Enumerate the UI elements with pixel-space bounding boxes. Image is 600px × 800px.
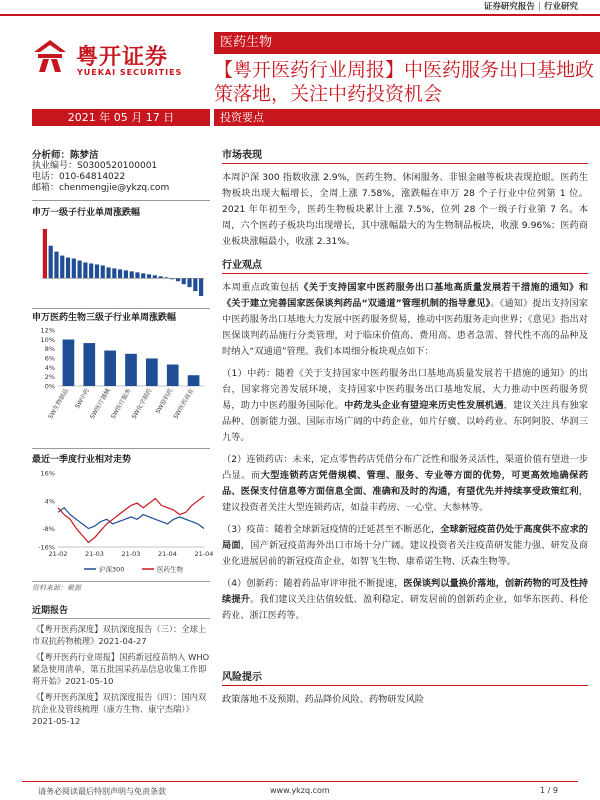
header-divider xyxy=(0,14,600,16)
chart2-ytick-label: 12% xyxy=(40,326,55,335)
intro-bold-text: 《关于支持国家中医药服务出口基地高质量发展若干措施的通知》和《关于建立完善国家医保谈判药品“双通道”管理机制的指导意见》 xyxy=(222,282,589,309)
innovative-text-end: 。我们建议关注估值较低、盈利稳定、研发居前的创新药企业，如华东医药、科伦药业、浙江医药等。 xyxy=(222,594,589,621)
view-innovative-drugs xyxy=(222,576,588,624)
chart2-ytick-label: 8% xyxy=(44,345,55,354)
chart2-category-label: SW医药商业 xyxy=(172,387,196,421)
report-type: 行业研究 xyxy=(543,2,578,12)
logo-english-text: YUEKAI SECURITIES xyxy=(77,68,183,77)
chart1-bar xyxy=(43,229,47,278)
footer-divider xyxy=(22,781,578,782)
risk-heading: 风险提示 xyxy=(222,668,588,686)
footer-website[interactable]: www.ykzq.com xyxy=(270,786,330,795)
chart3-legend-label: 医药生物 xyxy=(157,565,183,574)
market-heading: 市场表现 xyxy=(222,146,588,164)
chart2-title: 申万医药生物三级子行业单周涨跌幅 xyxy=(32,313,177,323)
chart1-bar xyxy=(124,270,128,278)
chart1-bar xyxy=(193,278,197,291)
tcm-text: （1）中药：随着《关于支持国家中医药服务出口基地高质量发展若干措施的通知》的出台，国家将完善发展环境，支持国家中医药服务出口基地发展，大力推动中医药服务贸易，助力中医药服务国际化。 xyxy=(222,368,588,411)
risk-section xyxy=(222,668,588,708)
chart2-bar xyxy=(104,351,116,386)
analyst-phone: 电话：010-64814022 xyxy=(32,172,126,182)
chart1-bar xyxy=(153,275,157,278)
chart1-bar xyxy=(83,262,87,278)
tcm-bold-text: 中药龙头企业有望迎来历史性发展机遇 xyxy=(344,400,504,411)
chart1-bar xyxy=(130,271,134,278)
recent-reports-title: 近期报告 xyxy=(32,603,210,619)
recent-reports-list xyxy=(32,623,210,727)
chart2-ytick-label: 6% xyxy=(44,354,55,363)
sector-label: 医药生物 xyxy=(214,32,600,54)
chart1-title: 申万一级子行业单周涨跌幅 xyxy=(32,208,141,218)
chart2-ytick-label: 10% xyxy=(40,335,55,344)
recent-report-item[interactable]: 《【粤开医药深度】双抗深度报告（三）：全球上市双抗药物梳理》2021-04-27 xyxy=(32,624,207,646)
chart2-ytick-label: 0% xyxy=(44,382,55,391)
vaccine-bold-text: 全球新冠疫苗仍处于高度供不应求的局面 xyxy=(222,524,588,551)
chart2-category-label: SW医疗器械 xyxy=(88,387,112,421)
chart1-bar xyxy=(72,259,76,279)
chart1-bar xyxy=(141,273,145,278)
chart3-ytick-label: -8% xyxy=(42,525,55,533)
left-column xyxy=(32,150,214,727)
chart1-bar xyxy=(54,252,58,279)
chart2-bar xyxy=(83,343,95,386)
header-category: 证券研究报告 | 行业研究 xyxy=(483,2,578,12)
vaccine-text-end: ，国产新冠疫苗海外出口市场十分广阔。建议投资者关注疫苗研发能力强、研发及商业化进展居前的新冠疫苗企业，如智飞生物、康希诺生物、沃森生物等。 xyxy=(222,540,588,567)
chart3-xtick-label: 21-02 xyxy=(48,550,68,558)
footer-disclaimer: 请务必阅读最后特别声明与免责条款 xyxy=(38,787,166,796)
industry-heading: 行业观点 xyxy=(222,256,588,274)
chart1-bar xyxy=(78,261,82,279)
chart1-bar xyxy=(95,264,99,278)
report-date: 2021 年 05 月 17 日 xyxy=(32,109,210,126)
footer-page-number: 1 / 9 xyxy=(540,786,558,795)
analyst-email[interactable]: 邮箱：chenmengjie@ykzq.com xyxy=(32,183,170,193)
recent-report-item[interactable]: 《【粤开医药行业周报】国药新冠疫苗纳入 WHO 紧急使用清单，第五批国采药品信息收集工作即将开始》2021-05-10 xyxy=(32,652,210,686)
industry-section xyxy=(222,256,588,624)
chart3-legend-label: 沪深300 xyxy=(99,565,125,574)
chart1-bar xyxy=(106,267,110,278)
chart3-xtick-label: 21-04 xyxy=(194,550,214,558)
chart2-category-label: SW原料药 xyxy=(154,387,175,416)
chart1-bar xyxy=(60,256,64,279)
divider xyxy=(32,448,210,449)
report-category: 证券研究报告 xyxy=(483,2,535,12)
vaccine-text: （3）疫苗：随着全球新冠疫情的迁延甚至不断恶化， xyxy=(222,524,441,535)
chart1-bar xyxy=(147,274,151,278)
chart3-ytick-label: -16% xyxy=(38,543,55,552)
chart3-xtick-label: 21-03 xyxy=(85,550,104,558)
chart3-source: 资料来源：聚源 xyxy=(32,581,210,593)
analyst-info xyxy=(32,150,210,194)
view-tcm xyxy=(222,366,588,446)
chart1-bar xyxy=(112,268,116,278)
chart2-bar xyxy=(167,365,179,386)
chart1-bar xyxy=(182,278,186,284)
logo-mark-icon xyxy=(32,38,68,74)
chart3-ytick-label: 4% xyxy=(44,497,55,506)
pharmacy-bold-text: 大型连锁药店凭借规模、管理、服务、专业等方面的优势，可更高效地确保药品、医保支付信息等方面信息全面、准确和及时的沟通，有望优先并持续享受政策红利 xyxy=(222,470,589,497)
chart2-category-label: SW中药 xyxy=(74,387,92,410)
recent-report-item[interactable]: 《【粤开医药深度】双抗深度报告（四）：国内双抗企业及管线梳理（康方生物、康宁杰瑞）》2021-05-12 xyxy=(32,692,207,726)
analyst-name: 分析师：陈梦洁 xyxy=(32,150,99,161)
chart3-relative-trend xyxy=(32,465,214,577)
divider xyxy=(32,308,210,309)
pharmacy-text: （2）连锁药店：未来，定点零售药店凭借分布广泛性和服务灵活性，渠道价值有望进一步凸显。而 xyxy=(222,454,588,481)
chart1-bar xyxy=(187,278,191,287)
intro-text-end: 。《通知》提出支持国家中医药服务出口基地大力发展中医药服务贸易，推动中医药服务走向世界；《意见》指出对医保谈判药品施行分类管理，对于临床价值高、费用高、患者急需、替代性不高的品种及时纳入“双通道”管理。我们本周细分板块观点如下： xyxy=(222,298,588,357)
chart2-bar xyxy=(188,375,200,386)
chart3-xtick-label: 21-04 xyxy=(158,550,177,558)
risk-text: 政策落地不及预期、药品降价风险、药物研发风险 xyxy=(222,694,425,705)
chart3-ytick-label: 16% xyxy=(40,469,55,478)
summary-label: 投资要点 xyxy=(214,109,600,126)
industry-intro xyxy=(222,280,588,360)
chart1-bar xyxy=(118,269,122,278)
chart1-bar xyxy=(199,278,203,296)
chart2-bar xyxy=(63,340,75,386)
chart3-series-line xyxy=(58,496,204,542)
view-pharmacy xyxy=(222,452,588,516)
intro-text: 本周重点政策包括 xyxy=(222,282,300,293)
company-logo xyxy=(32,38,202,78)
innovative-text: （4）创新药：随着药品审评审批不断提速， xyxy=(222,578,404,589)
chart2-category-label: SW化学制药 xyxy=(130,387,154,421)
chart1-bar xyxy=(176,278,180,281)
logo-chinese-text: 粤开证券 xyxy=(76,45,169,70)
pharmacy-text-end: ，建议投资者关注大型连锁药店，如益丰药房、一心堂、大参林等。 xyxy=(222,486,588,513)
chart1-bar xyxy=(89,263,93,278)
market-paragraph: 本周沪深 300 指数收涨 2.9%，医药生物、休闲服务、非银金融等板块表现抢眼。医药生物板块出现大幅增长，全周上涨 7.58%，涨跌幅在申万 28 个子行业中位列第 1 位。2021 年年初至今，医药生物板块累计上涨 7.5%，位列 28 个一级子行业第 7 名。本周，六个医药子板块均出现增长，其中涨幅最大的为生物制品板块，收涨 9.96%；医药商业板块涨幅最小，收涨 2.31%。 xyxy=(222,172,588,247)
chart2-ytick-label: 4% xyxy=(44,363,55,372)
chart1-bar xyxy=(66,258,70,279)
chart3-series-line xyxy=(58,508,204,529)
chart3-xtick-label: 21-03 xyxy=(121,550,141,558)
view-vaccine xyxy=(222,522,588,570)
divider xyxy=(32,200,210,201)
tcm-text-end: ，建议关注具有独家品种、创新能力强、国际市场广阔的中药企业，如片仔癀、以岭药业、东阿阿胶、华润三九等。 xyxy=(222,400,589,443)
chart2-bar xyxy=(125,354,137,386)
chart2-category-label: SW生物制品 xyxy=(47,387,71,421)
chart2-ytick-label: 2% xyxy=(44,373,55,382)
chart1-bar xyxy=(135,272,139,278)
chart3-title: 最近一季度行业相对走势 xyxy=(32,455,132,465)
chart1-industry-weekly xyxy=(32,218,210,302)
market-section xyxy=(222,146,588,250)
chart2-category-label: SW医疗服务 xyxy=(109,387,133,421)
chart2-bar xyxy=(146,358,158,386)
analyst-license: 执业编号：S0300520100001 xyxy=(32,161,158,171)
chart2-subindustry-weekly xyxy=(32,324,210,442)
innovative-bold-text: 医保谈判以量换价落地，创新药物的可及性持续提升 xyxy=(222,578,588,605)
chart1-bar xyxy=(49,246,53,279)
report-title: 【粤开医药行业周报】中医药服务出口基地政策落地，关注中药投资机会 xyxy=(214,59,595,105)
chart1-bar xyxy=(101,265,105,278)
